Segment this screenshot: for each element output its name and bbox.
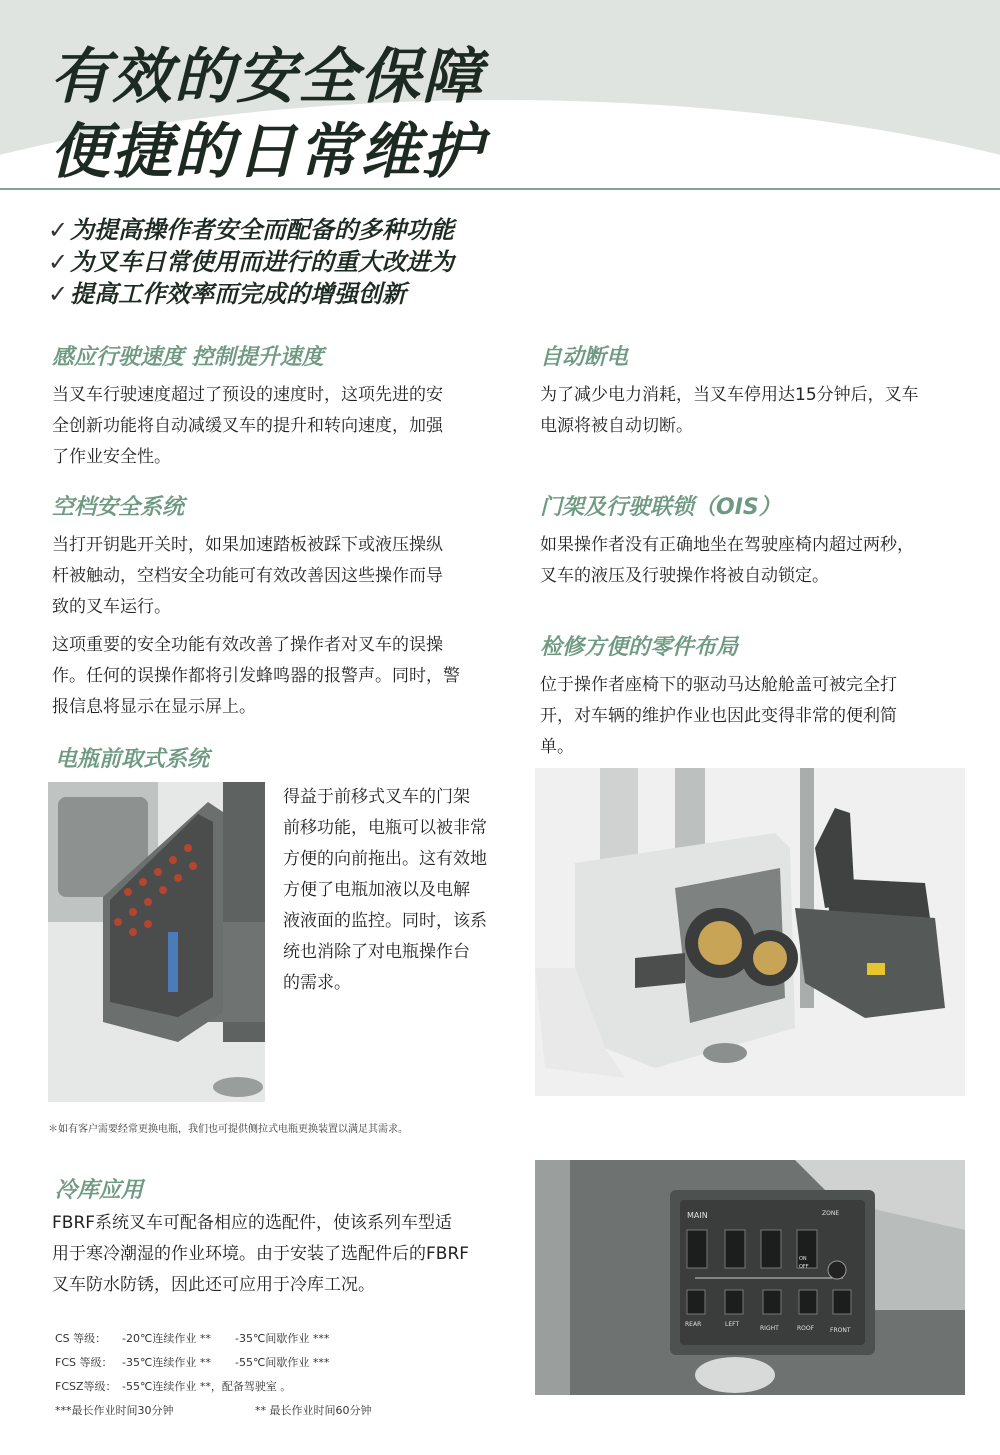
paragraph-ois: 如果操作者没有正确地坐在驾驶座椅内超过两秒， 叉车的液压及行驶操作将被自动锁定。: [540, 535, 914, 586]
panel-zone-label: ZONE: [822, 1210, 840, 1217]
paragraph-neutral-safety: 当打开钥匙开关时，如果加速踏板被踩下或液压操纵 杆被触动，空档安全功能可有效改善因这些操作而导 致的叉车运行。: [52, 535, 443, 617]
panel-button-left: LEFT: [725, 1321, 740, 1328]
panel-button-right: RIGHT: [760, 1325, 779, 1332]
forklift-illustration: [535, 768, 965, 1096]
paragraph-speed-control: 当叉车行驶速度超过了预设的速度时，这项先进的安 全创新功能将自动减缓叉车的提升和转向速度，加强 了作业安全性。: [52, 385, 443, 467]
panel-main-label: MAIN: [687, 1211, 708, 1220]
paragraph-auto-power-off: 为了减少电力消耗，当叉车停用达15分钟后，叉车 电源将被自动切断。: [540, 385, 919, 436]
heading-battery-system: 电瓶前取式系统: [55, 747, 210, 772]
battery-illustration: [48, 782, 265, 1102]
panel-button-front: FRONT: [830, 1327, 851, 1334]
check-item: ✓为提高操作者安全而配备的多种功能: [48, 216, 454, 244]
panel-button-roof: ROOF: [797, 1325, 815, 1332]
heading-speed-control: 感应行驶速度 控制提升速度: [52, 345, 324, 370]
check-item: ✓提高工作效率而完成的增强创新: [48, 280, 406, 308]
page-title-line2: 便捷的日常维护: [50, 117, 484, 187]
heading-parts-layout: 检修方便的零件布局: [540, 635, 739, 660]
checklist: [48, 214, 454, 310]
panel-off-label: OFF: [799, 1264, 809, 1270]
heading-ois: 门架及行驶联锁（OIS）: [540, 495, 781, 520]
footnote-battery: ＊如有客户需要经常更换电瓶，我们也可提供侧拉式电瓶更换装置以满足其需求。: [48, 1124, 408, 1135]
heading-auto-power-off: 自动断电: [540, 345, 629, 370]
control-panel-photo: [535, 1160, 965, 1395]
check-icon: ✓: [48, 216, 69, 244]
paragraph-neutral-safety-2: 这项重要的安全功能有效改善了操作者对叉车的误操 作。任何的误操作都将引发蜂鸣器的报警声。同时，警 报信息将显示在显示屏上。: [52, 635, 460, 717]
paragraph-cold-storage: FBRF系统叉车可配备相应的选配件，使该系列车型适 用于寒冷潮湿的作业环境。由于安装了选配件后的FBRF 叉车防水防锈，因此还可应用于冷库工况。: [52, 1213, 470, 1295]
header-divider: [0, 188, 1000, 190]
panel-button-rear: REAR: [685, 1321, 702, 1328]
paragraph-parts-layout: 位于操作者座椅下的驱动马达舱舱盖可被完全打 开，对车辆的维护作业也因此变得非常的便利简 单。: [540, 675, 897, 757]
panel-on-label: ON: [799, 1256, 807, 1262]
check-icon: ✓: [48, 248, 69, 276]
paragraph-battery-system: 得益于前移式叉车的门架 前移功能，电瓶可以被非常 方便的向前拖出。这有效地 方便了电瓶加液以及电解 液液面的监控。同时，该系 统也消除了对电瓶操作台 的需求。: [283, 787, 487, 993]
heading-neutral-safety: 空档安全系统: [52, 495, 185, 520]
battery-photo: [48, 782, 265, 1102]
control-panel-illustration: [535, 1160, 965, 1395]
heading-cold-storage: 冷库应用: [55, 1178, 144, 1203]
check-icon: ✓: [48, 280, 69, 308]
check-item: ✓为叉车日常使用而进行的重大改进为: [48, 248, 454, 276]
page-title-line1: 有效的安全保障: [50, 42, 484, 112]
motor-compartment-photo: [535, 768, 965, 1096]
